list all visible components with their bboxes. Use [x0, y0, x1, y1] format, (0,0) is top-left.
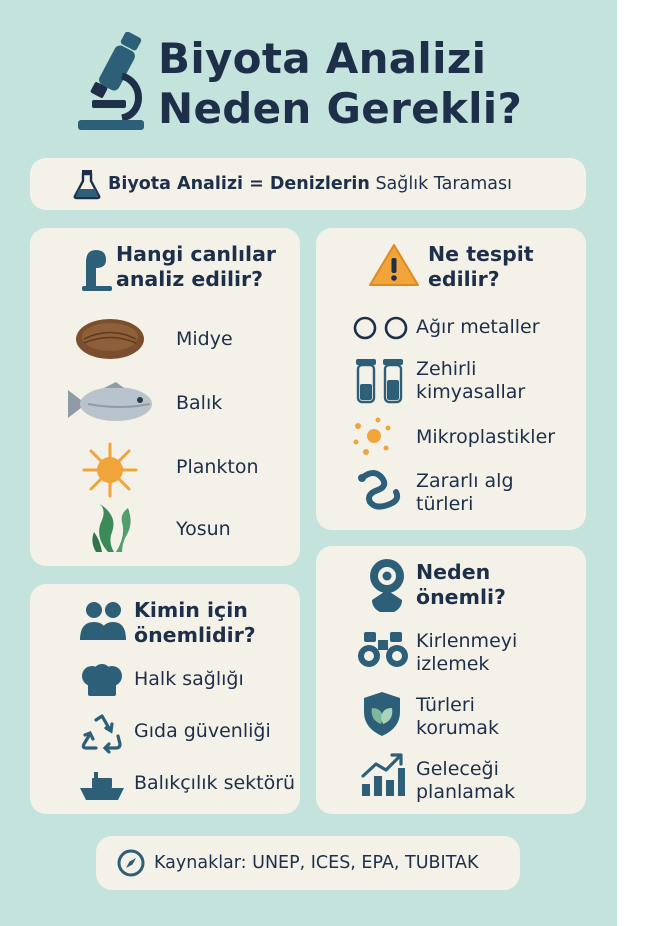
microplastic-dots-icon [352, 416, 392, 456]
detected-label-line1: Mikroplastikler [416, 426, 556, 448]
detected-label-line1: Zararlı alg [416, 470, 514, 492]
importance-card [316, 546, 586, 814]
detected-label-line2: türleri [416, 493, 474, 515]
subtitle-banner [30, 158, 586, 210]
importance-title [416, 560, 506, 610]
shield-leaf-icon [360, 690, 404, 738]
organism-label: Balık [176, 392, 223, 414]
subtitle-bold: Biyota Analizi = Denizlerin [108, 174, 370, 194]
audience-label: Halk sağlığı [134, 668, 244, 690]
organisms-title-line1: Hangi canlılar [116, 242, 277, 266]
flask-icon [72, 168, 102, 200]
importance-label-line2: korumak [416, 717, 499, 739]
mussel-icon [74, 316, 146, 362]
plankton-icon [82, 442, 138, 498]
audience-card [30, 584, 300, 814]
detected-label [416, 316, 540, 339]
detected-label [416, 358, 525, 404]
metal-rings-icon [352, 316, 410, 340]
importance-label [416, 758, 515, 804]
detected-label-line1: Zehirli [416, 358, 477, 380]
detected-label-line2: kimyasallar [416, 381, 526, 403]
algae-icon [354, 468, 404, 516]
sources-text: Kaynaklar: UNEP, ICES, EPA, TUBITAK [154, 853, 479, 873]
detected-label-line1: Ağır metaller [416, 316, 540, 338]
organism-label: Plankton [176, 456, 259, 478]
detected-title-line1: Ne tespit [428, 242, 534, 266]
organisms-title-icon [78, 246, 114, 292]
recycle-icon [80, 714, 124, 754]
boat-icon [78, 768, 126, 804]
importance-title-line2: önemli? [416, 585, 506, 609]
importance-label [416, 630, 517, 676]
organisms-card [30, 228, 300, 566]
audience-title [134, 598, 256, 648]
importance-label-line2: izlemek [416, 653, 490, 675]
audience-label: Balıkçılık sektörü [134, 772, 296, 794]
detected-label [416, 426, 555, 449]
growth-chart-icon [360, 752, 406, 798]
organisms-title-line2: analiz edilir? [116, 267, 264, 291]
detected-card [316, 228, 586, 530]
sources-footer [96, 836, 520, 890]
audience-title-line2: önemlidir? [134, 623, 256, 647]
magnifier-person-icon [362, 556, 412, 614]
warning-icon [368, 242, 420, 288]
seaweed-icon [88, 502, 136, 554]
detected-label [416, 470, 514, 516]
importance-label [416, 694, 499, 740]
organism-label: Midye [176, 328, 233, 350]
fish-icon [64, 380, 156, 428]
chemical-bottles-icon [352, 356, 408, 404]
subtitle-rest: Sağlık Taraması [369, 174, 512, 194]
importance-label-line1: Türleri [416, 694, 475, 716]
microscope-icon [78, 32, 150, 132]
title-line-2: Neden Gerekli? [158, 84, 523, 133]
audience-label: Gıda güvenliği [134, 720, 271, 742]
detected-title [428, 242, 534, 292]
importance-label-line1: Kirlenmeyi [416, 630, 518, 652]
binoculars-icon [356, 630, 410, 670]
compass-icon [116, 848, 146, 878]
importance-label-line1: Geleceği [416, 758, 499, 780]
importance-label-line2: planlamak [416, 781, 516, 803]
detected-title-line2: edilir? [428, 267, 500, 291]
organisms-title [116, 242, 276, 292]
audience-title-line1: Kimin için [134, 598, 248, 622]
importance-title-line1: Neden [416, 560, 491, 584]
title-line-1: Biyota Analizi [158, 34, 487, 83]
header [78, 32, 598, 142]
chef-hat-icon [80, 664, 124, 698]
people-icon [78, 600, 128, 642]
organism-label: Yosun [176, 518, 231, 540]
